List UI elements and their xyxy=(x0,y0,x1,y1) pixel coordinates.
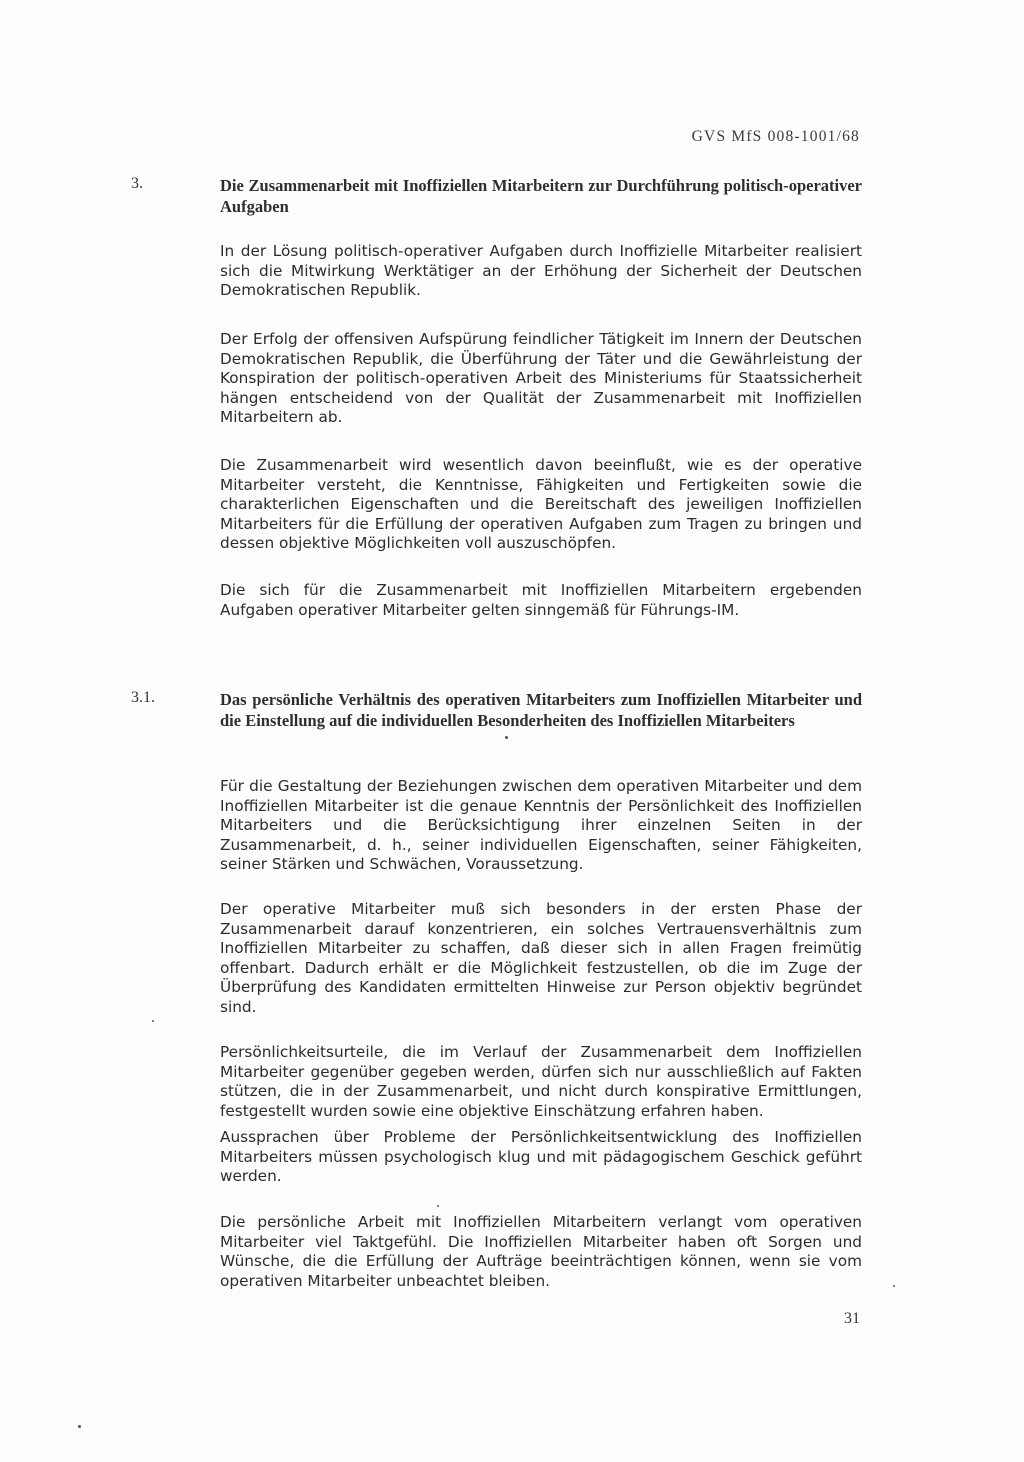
paragraph: Die persönliche Arbeit mit Inoffiziellen Mitarbeitern verlangt vom operativen Mitarbeiter viel Taktgefühl. Die Inoffiziellen Mitarbeiter haben oft Sorgen und Wünsche, die die Erfüllung der Aufträge beeinträchtigen können, wenn sie vom operativen Mitarbeiter unbeachtet bleiben. xyxy=(220,1213,862,1290)
section-title: Die Zusammenarbeit mit Inoffiziellen Mitarbeitern zur Durchführung politisch-operativer Aufgaben xyxy=(220,176,862,216)
paragraph: Der operative Mitarbeiter muß sich besonders in der ersten Phase der Zusammenarbeit darauf konzentrieren, ein solches Vertrauensverhältnis zum Inoffiziellen Mitarbeiter zu schaffen, daß dieser sich in allen Fragen freimütig offenbart. Dadurch erhält er die Möglichkeit festzustellen, ob die im Zuge der Überprüfung des Kandidaten ermittelten Hinweise zur Person objektiv begründet sind. xyxy=(220,900,862,1016)
scan-speck xyxy=(152,1020,154,1022)
paragraph: Der Erfolg der offensiven Aufspürung feindlicher Tätigkeit im Innern der Deutschen Demokratischen Republik, die Überführung der Täter und die Gewährleistung der Konspiration der politisch-operativen Arbeit des Ministeriums für Staatssicherheit hängen entscheidend von der Qualität der Zusammenarbeit mit Inoffiziellen Mitarbeitern ab. xyxy=(220,330,862,427)
document-reference: GVS MfS 008-1001/68 xyxy=(691,128,860,145)
page-number: 31 xyxy=(844,1310,860,1327)
paragraph: Aussprachen über Probleme der Persönlichkeitsentwicklung des Inoffiziellen Mitarbeiters müssen psychologisch klug und mit pädagogischem Geschick geführt werden. xyxy=(220,1128,862,1186)
paragraph: Persönlichkeitsurteile, die im Verlauf der Zusammenarbeit dem Inoffiziellen Mitarbeiter gegenüber gegeben werden, dürfen sich nur ausschließlich auf Fakten stützen, die in der Zusammenarbeit, und nicht durch konspirative Ermittlungen, festgestellt wurden sowie eine objektive Einschätzung erfahren haben. xyxy=(220,1043,862,1120)
section-title: Das persönliche Verhältnis des operativen Mitarbeiters zum Inoffiziellen Mitarbeiter und die Einstellung auf die individuellen Besonderheiten des Inoffiziellen Mitarbeiters xyxy=(220,690,862,730)
scan-speck xyxy=(78,1425,81,1428)
paragraph: Für die Gestaltung der Beziehungen zwischen dem operativen Mitarbeiter und dem Inoffiziellen Mitarbeiter ist die genaue Kenntnis der Persönlichkeit des Inoffiziellen Mitarbeiters und die Berücksichtigung ihrer einzelnen Seiten in der Zusammenarbeit, d. h., seiner individuellen Eigenschaften, seiner Fähigkeiten, seiner Stärken und Schwächen, Voraussetzung. xyxy=(220,777,862,874)
scan-speck xyxy=(437,1205,439,1207)
section-number: 3.1. xyxy=(131,689,155,706)
scan-speck xyxy=(893,1285,895,1287)
scan-speck xyxy=(505,736,508,739)
paragraph: In der Lösung politisch-operativer Aufgaben durch Inoffizielle Mitarbeiter realisiert sich die Mitwirkung Werktätiger an der Erhöhung der Sicherheit der Deutschen Demokratischen Republik. xyxy=(220,242,862,300)
paragraph: Die Zusammenarbeit wird wesentlich davon beeinflußt, wie es der operative Mitarbeiter versteht, die Kenntnisse, Fähigkeiten und Fertigkeiten sowie die charakterlichen Eigenschaften und die Bereitschaft des jeweiligen Inoffiziellen Mitarbeiters für die Erfüllung der operativen Aufgaben zum Tragen zu bringen und dessen objektive Möglichkeiten voll auszuschöpfen. xyxy=(220,456,862,553)
paragraph: Die sich für die Zusammenarbeit mit Inoffiziellen Mitarbeitern ergebenden Aufgaben operativer Mitarbeiter gelten sinngemäß für Führungs-IM. xyxy=(220,581,862,619)
section-number: 3. xyxy=(131,175,143,192)
